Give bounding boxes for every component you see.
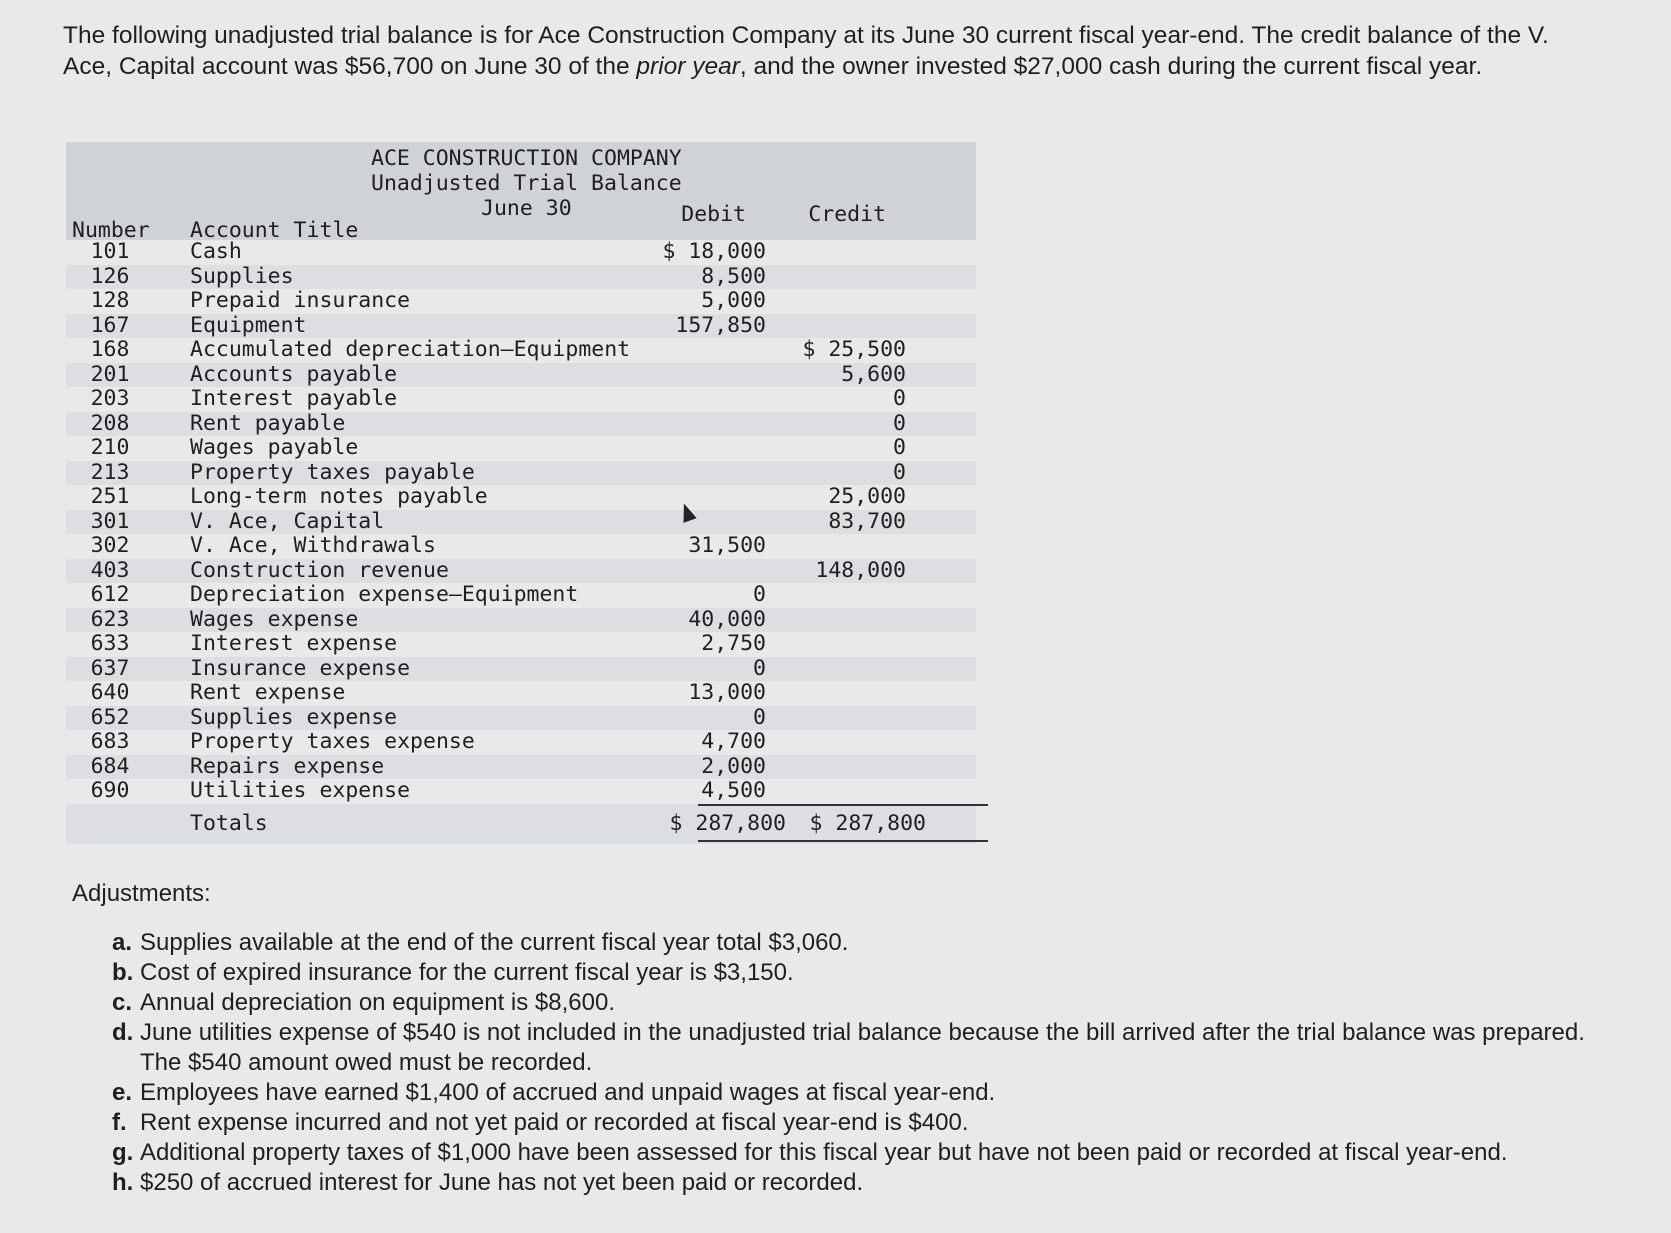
list-item [112,1018,1632,1078]
account-title: Rent payable [190,410,346,436]
debit-amount: 40,000 [688,606,766,632]
account-title: Cash [190,239,242,264]
account-title: Long-term notes payable [190,484,488,509]
table-row [66,706,976,731]
account-number: 210 [90,435,130,460]
table-row [66,338,976,363]
table-row [66,632,976,657]
debit-amount: 2,000 [701,753,766,779]
debit-amount: 4,500 [701,778,766,803]
debit-amount: 0 [753,582,766,607]
account-number: 101 [90,239,130,264]
table-row [66,363,976,388]
table-row [66,681,976,706]
table-row [66,240,976,265]
table-row [66,657,976,682]
adjustment-letter: c. [112,989,133,1016]
credit-amount: 83,700 [828,508,906,534]
account-column-header: Account Title [190,218,359,243]
adjustment-letter: a. [112,929,133,956]
account-number: 640 [90,680,130,705]
account-number: 208 [90,410,130,436]
table-row [66,583,976,608]
account-title: Construction revenue [190,557,449,583]
credit-amount: 5,600 [841,361,906,387]
account-number: 403 [90,557,130,583]
table-row [66,265,976,290]
account-number: 251 [90,484,130,509]
credit-amount: 25,000 [828,484,906,509]
table-row [66,436,976,461]
account-title: Supplies expense [190,704,398,730]
account-title: Interest payable [190,386,398,411]
credit-amount: 148,000 [815,557,906,583]
debit-amount: $ 18,000 [662,239,766,264]
account-title: V. Ace, Withdrawals [190,533,436,558]
adjustment-text: June utilities expense of $540 is not included in the unadjusted trial balance because the bill arrived after the trial balance was prepared. The $540 amount owed must be recorded. [140,1019,1585,1076]
credit-amount: 0 [893,386,906,411]
debit-amount: 8,500 [701,263,766,289]
account-title: Equipment [190,312,307,338]
adjustments-title: Adjustments: [72,880,211,907]
credit-amount: 0 [893,459,906,485]
debit-amount: 157,850 [675,312,766,338]
totals-row [66,804,976,844]
account-title: Property taxes payable [190,459,475,485]
problem-intro [63,20,1583,82]
adjustment-text: Rent expense incurred and not yet paid or recorded at fiscal year-end is $400. [140,1109,969,1136]
intro-text-1: The following unadjusted trial balance is for Ace Construction Company at its June 30 current fiscal year-end. The credit balance of the V. Ace, Capital account was $56,700 on June 30 of the [63,22,1549,80]
account-number: 637 [90,655,130,681]
account-title: Rent expense [190,680,346,705]
debit-amount: 2,750 [701,631,766,656]
credit-amount: 0 [893,410,906,436]
table-row [66,314,976,339]
list-item [112,1138,1632,1168]
list-item [112,1168,1632,1198]
list-item [112,928,1632,958]
account-title: Repairs expense [190,753,385,779]
debit-column-header: Debit [681,202,746,227]
account-number: 684 [90,753,130,779]
account-number: 301 [90,508,130,534]
total-credit: $ 287,800 [809,810,926,836]
account-number: 683 [90,729,130,754]
account-title: Wages payable [190,435,359,460]
list-item [112,988,1632,1018]
credit-amount: 0 [893,435,906,460]
trial-balance-title-block [371,146,682,221]
debit-amount: 5,000 [701,288,766,313]
total-debit: $ 287,800 [669,810,786,836]
adjustment-text: Supplies available at the end of the current fiscal year total $3,060. [140,929,849,956]
account-number: 612 [90,582,130,607]
account-number: 633 [90,631,130,656]
adjustment-letter: b. [112,959,134,986]
account-number: 168 [90,337,130,362]
debit-amount: 4,700 [701,729,766,754]
adjustment-text: Annual depreciation on equipment is $8,600. [140,989,616,1016]
table-row [66,534,976,559]
adjustment-text: $250 of accrued interest for June has not yet been paid or recorded. [140,1169,864,1196]
statement-title: Unadjusted Trial Balance [371,171,682,196]
company-name: ACE CONSTRUCTION COMPANY [371,146,682,171]
account-number: 302 [90,533,130,558]
list-item [112,958,1632,988]
table-row [66,412,976,437]
account-title: Wages expense [190,606,359,632]
totals-label: Totals [190,810,268,836]
credit-amount: $ 25,500 [802,337,906,362]
trial-balance-rows [66,240,976,804]
table-row [66,510,976,535]
account-title: Interest expense [190,631,398,656]
intro-emphasis: prior year [636,53,740,80]
trial-balance-header [66,142,976,243]
account-number: 690 [90,778,130,803]
account-title: Accounts payable [190,361,398,387]
table-row [66,608,976,633]
number-column-header: Number [72,218,150,243]
account-title: Utilities expense [190,778,411,803]
account-number: 201 [90,361,130,387]
adjustments-list [112,928,1632,1198]
totals-bottom-rule [698,840,988,842]
adjustment-text: Cost of expired insurance for the current fiscal year is $3,150. [140,959,794,986]
intro-text-2: , and the owner invested $27,000 cash during the current fiscal year. [739,53,1483,80]
table-row [66,755,976,780]
table-row [66,485,976,510]
list-item [112,1078,1632,1108]
account-number: 126 [90,263,130,289]
debit-amount: 0 [753,704,766,730]
adjustment-letter: h. [112,1169,134,1196]
debit-amount: 13,000 [688,680,766,705]
adjustment-text: Additional property taxes of $1,000 have been assessed for this fiscal year but have not been paid or recorded at fiscal year-end. [140,1139,1508,1166]
account-title: Depreciation expense—Equipment [190,582,579,607]
account-title: V. Ace, Capital [190,508,385,534]
adjustment-letter: f. [112,1109,127,1136]
table-row [66,387,976,412]
account-title: Insurance expense [190,655,411,681]
credit-column-header: Credit [808,202,886,227]
account-title: Supplies [190,263,294,289]
debit-amount: 31,500 [688,533,766,558]
adjustment-letter: g. [112,1139,134,1166]
list-item [112,1108,1632,1138]
account-number: 128 [90,288,130,313]
table-row [66,730,976,755]
table-row [66,559,976,584]
trial-balance-table [66,142,976,844]
account-title: Prepaid insurance [190,288,411,313]
table-row [66,289,976,314]
account-number: 167 [90,312,130,338]
account-number: 623 [90,606,130,632]
debit-amount: 0 [753,655,766,681]
table-row [66,779,976,804]
adjustment-letter: e. [112,1079,133,1106]
account-number: 203 [90,386,130,411]
statement-date: June 30 [481,196,572,221]
account-title: Property taxes expense [190,729,475,754]
account-number: 652 [90,704,130,730]
account-title: Accumulated depreciation—Equipment [190,337,631,362]
account-number: 213 [90,459,130,485]
table-row [66,461,976,486]
adjustment-letter: d. [112,1019,134,1046]
adjustment-text: Employees have earned $1,400 of accrued and unpaid wages at fiscal year-end. [140,1079,996,1106]
